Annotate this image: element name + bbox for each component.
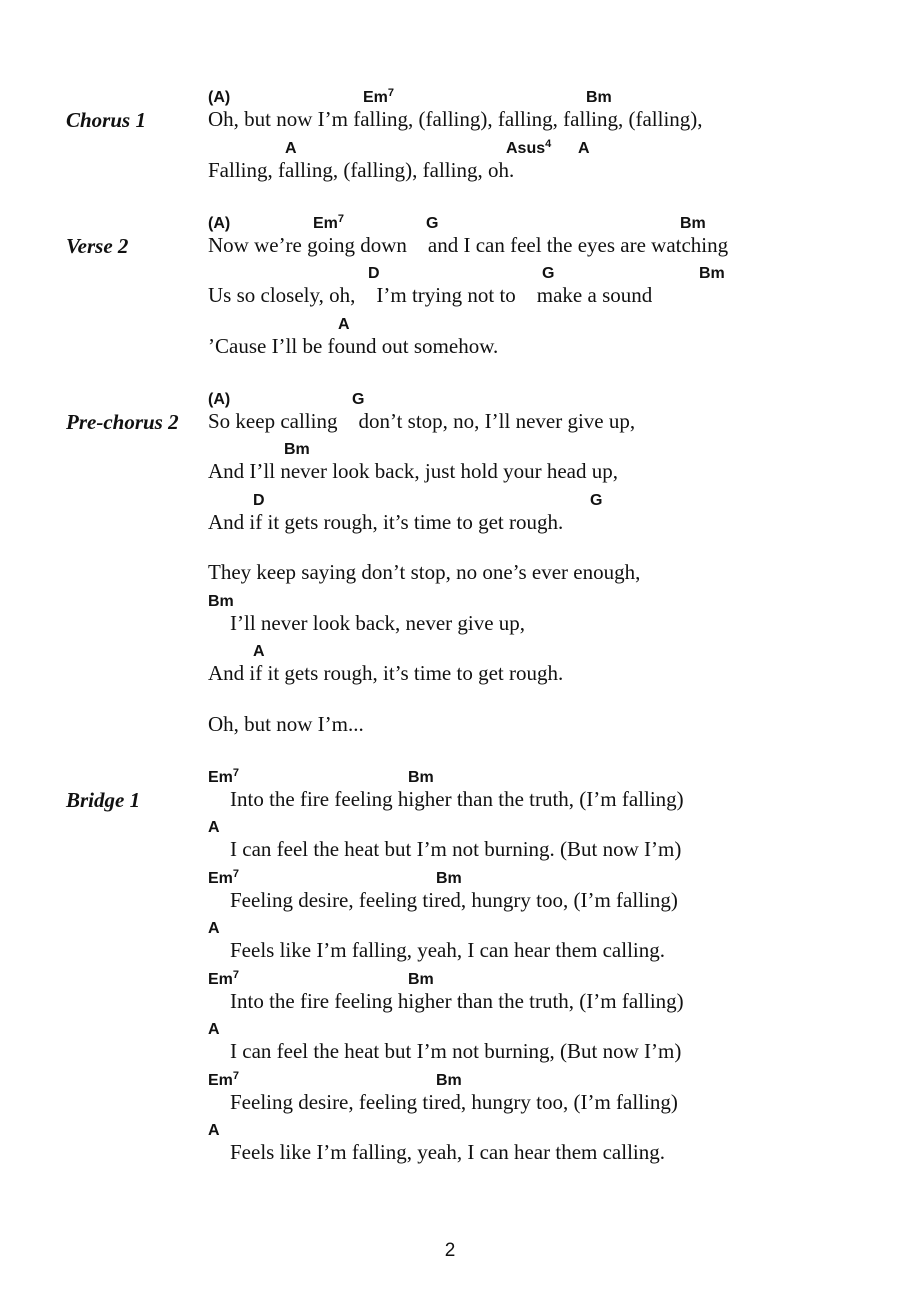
lyric-text: Us so closely, oh, I’m trying not to make a sound: [208, 283, 653, 307]
lyric-line: [208, 970, 868, 1018]
chord-name: Bm: [408, 971, 434, 988]
lyric-text: They keep saying don’t stop, no one’s ever enough,: [208, 560, 641, 584]
section-label: Chorus 1: [66, 108, 146, 132]
chord-extension: 7: [387, 87, 395, 99]
chord-name: A: [338, 316, 350, 333]
chord-symbol: [578, 139, 590, 159]
section-label: Pre-chorus 2: [66, 410, 179, 434]
chord-name: Em: [363, 89, 388, 106]
chord-symbol: [586, 88, 612, 108]
chord-symbol: [208, 919, 220, 939]
lyric-line: [208, 919, 868, 967]
chord-symbol: [542, 264, 554, 284]
chord-symbol: [313, 214, 344, 234]
chord-name: Bm: [699, 265, 725, 282]
chord-name: A: [578, 140, 590, 157]
chord-symbol: [208, 592, 234, 612]
chord-name: (A): [208, 89, 231, 106]
chord-name: Bm: [284, 441, 310, 458]
lyric-text: So keep calling don’t stop, no, I’ll never give up,: [208, 409, 636, 433]
chord-name: G: [590, 492, 603, 509]
chord-name: (A): [208, 391, 231, 408]
chord-name: Bm: [680, 215, 706, 232]
chord-symbol: [208, 390, 230, 410]
lyric-text: I can feel the heat but I’m not burning. (But now I’m): [230, 837, 682, 861]
lyric-text: Feels like I’m falling, yeah, I can hear them calling.: [230, 1140, 666, 1164]
chord-extension: 7: [232, 1070, 240, 1082]
chord-extension: 7: [232, 767, 240, 779]
lyric-text: ’Cause I’ll be found out somehow.: [208, 334, 499, 358]
chord-symbol: [436, 1071, 462, 1091]
chord-symbol: [208, 1020, 220, 1040]
section-label: Verse 2: [66, 234, 129, 258]
chord-symbol: [408, 970, 434, 990]
chord-symbol: [253, 491, 265, 511]
chord-extension: 7: [232, 868, 240, 880]
lyric-line: [208, 139, 868, 187]
lyric-line: [208, 592, 868, 640]
chord-symbol: [208, 768, 239, 788]
lyric-text: Feeling desire, feeling tired, hungry too, (I’m falling): [230, 1090, 678, 1114]
lyric-line: [208, 768, 868, 816]
chord-name: Em: [208, 971, 233, 988]
lyric-text: And I’ll never look back, just hold your head up,: [208, 459, 618, 483]
chord-name: Bm: [208, 593, 234, 610]
lyric-line: [208, 541, 868, 589]
chord-symbol: [436, 869, 462, 889]
chord-name: G: [426, 215, 439, 232]
chord-symbol: [253, 642, 265, 662]
chord-name: Bm: [586, 89, 612, 106]
chord-name: Em: [208, 1072, 233, 1089]
chord-symbol: [426, 214, 438, 234]
chord-name: Em: [208, 870, 233, 887]
chord-symbol: [208, 970, 239, 990]
lyric-line: [208, 440, 868, 488]
lyric-text: I’ll never look back, never give up,: [230, 611, 526, 635]
chord-name: D: [253, 492, 265, 509]
lyric-line: [208, 1020, 868, 1068]
chord-symbol: [208, 1071, 239, 1091]
chord-name: A: [208, 920, 220, 937]
chord-symbol: [699, 264, 725, 284]
chord-name: A: [285, 140, 297, 157]
lyric-line: [208, 869, 868, 917]
lyric-line: [208, 642, 868, 690]
lyric-line: [208, 693, 868, 741]
lyric-line: [208, 1121, 868, 1169]
lyric-line: [208, 315, 868, 363]
chord-symbol: [408, 768, 434, 788]
chord-name: D: [368, 265, 380, 282]
lyric-text: Feeling desire, feeling tired, hungry too, (I’m falling): [230, 888, 678, 912]
lyric-text: I can feel the heat but I’m not burning, (But now I’m): [230, 1039, 682, 1063]
chord-symbol: [368, 264, 380, 284]
chord-name: G: [542, 265, 555, 282]
lyric-line: [208, 818, 868, 866]
chord-name: Em: [313, 215, 338, 232]
lyric-text: Falling, falling, (falling), falling, oh.: [208, 158, 515, 182]
chord-symbol: [506, 139, 551, 159]
lyric-line: [208, 390, 868, 438]
chord-extension: 7: [337, 213, 345, 225]
lyric-text: Now we’re going down and I can feel the eyes are watching: [208, 233, 729, 257]
lyric-line: [208, 264, 868, 312]
chord-extension: 7: [232, 969, 240, 981]
chord-symbol: [590, 491, 602, 511]
lyric-text: And if it gets rough, it’s time to get rough.: [208, 510, 564, 534]
chord-name: A: [208, 1122, 220, 1139]
lyric-line: [208, 1071, 868, 1119]
chord-name: Bm: [436, 870, 462, 887]
chord-name: A: [253, 643, 265, 660]
lyric-line: [208, 491, 868, 539]
lyric-text: Into the fire feeling higher than the truth, (I’m falling): [230, 787, 684, 811]
lyric-text: Feels like I’m falling, yeah, I can hear them calling.: [230, 938, 666, 962]
chord-name: G: [352, 391, 365, 408]
chord-name: Bm: [436, 1072, 462, 1089]
chord-name: A: [208, 819, 220, 836]
chord-name: Em: [208, 769, 233, 786]
lyric-line: [208, 88, 868, 136]
chord-symbol: [284, 440, 310, 460]
chord-symbol: [208, 88, 230, 108]
chord-name: A: [208, 1021, 220, 1038]
chord-symbol: [285, 139, 297, 159]
chord-name: Bm: [408, 769, 434, 786]
chord-symbol: [208, 869, 239, 889]
lyric-text: Into the fire feeling higher than the truth, (I’m falling): [230, 989, 684, 1013]
lyric-text: And if it gets rough, it’s time to get rough.: [208, 661, 564, 685]
chord-symbol: [208, 1121, 220, 1141]
chord-name: Asus: [506, 140, 546, 157]
chord-symbol: [208, 214, 230, 234]
page-number: 2: [444, 1240, 456, 1261]
lyric-text: Oh, but now I’m falling, (falling), falling, falling, (falling),: [208, 107, 703, 131]
lyric-text: Oh, but now I’m...: [208, 712, 364, 736]
lyric-line: [208, 214, 868, 262]
chord-symbol: [208, 818, 220, 838]
chord-name: (A): [208, 215, 231, 232]
chord-symbol: [680, 214, 706, 234]
section-label: Bridge 1: [66, 788, 141, 812]
chord-symbol: [338, 315, 350, 335]
chord-symbol: [363, 88, 394, 108]
chord-extension: 4: [545, 138, 552, 150]
chord-symbol: [352, 390, 364, 410]
